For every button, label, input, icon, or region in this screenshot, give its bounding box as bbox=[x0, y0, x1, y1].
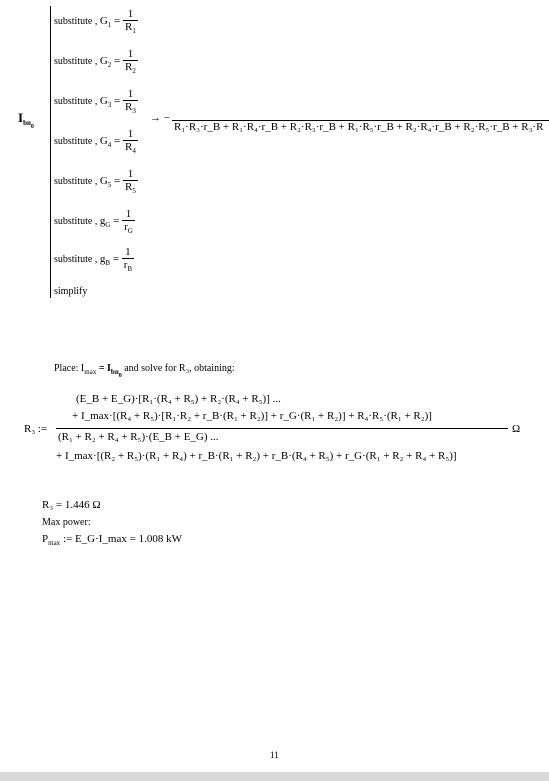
r3-numerator-line1: (E_B + E_G)·[R₁·(R₄ + R₅) + R₂·(R₄ + R₅)] ... bbox=[76, 393, 281, 405]
substitute-row: substitute , $G_2$ = $\frac{1}{R_2}$ bbox=[54, 48, 136, 75]
substitute-var: $g_B$ bbox=[99, 252, 111, 267]
r3-lhs: R₃ := bbox=[24, 423, 48, 435]
substitute-fraction: $\frac{1}{r_G}$ bbox=[124, 208, 133, 235]
max-power-label: Max power: bbox=[42, 517, 91, 528]
r3-fraction-bar bbox=[56, 428, 508, 429]
footer-bar bbox=[0, 772, 549, 781]
result-arrow: → − bbox=[150, 112, 170, 124]
substitute-row: substitute , $g_B$ = $\frac{1}{r_B}$ bbox=[54, 246, 133, 273]
simplify-keyword: simplify bbox=[54, 286, 88, 297]
substitute-fraction: $\frac{1}{R_5}$ bbox=[125, 168, 136, 195]
pmax-result: $P_{max}$ := E_G·I_max = 1.008 kW bbox=[42, 533, 182, 547]
r3-denominator-line2: + I_max·[(R₂ + R₅)·(R₁ + R₄) + r_B·(R₁ + R₂) + r_B·(R₄ + R₅) + r_G·(R₁ + R₂ + R₄ + R₅)] bbox=[56, 450, 457, 462]
r3-numerator-line2: + I_max·[(R₄ + R₅)·[R₁·R₂ + r_B·(R₁ + R₂)] + r_G·(R₁ + R₂)] + R₄·R₅·(R₁ + R₂)] bbox=[72, 410, 432, 422]
r3-result: R₃ = 1.446 Ω bbox=[42, 499, 101, 511]
substitute-row: substitute , $g_G$ = $\frac{1}{r_G}$ bbox=[54, 208, 133, 235]
substitute-var: $G_2$ bbox=[99, 54, 112, 69]
substitute-var: $g_G$ bbox=[99, 214, 111, 229]
substitute-keyword: substitute , bbox=[54, 95, 100, 107]
substitute-fraction: $\frac{1}{R_2}$ bbox=[125, 48, 136, 75]
lhs-subsub: 0 bbox=[30, 124, 34, 130]
place-statement: Place: $I_{max} = I_{bn_0}$ and solve for R₃, obtaining: bbox=[54, 363, 235, 379]
substitute-keyword: substitute , bbox=[54, 175, 100, 187]
substitute-keyword: substitute , bbox=[54, 135, 100, 147]
result-denominator: R₁·R₃·r_B + R₁·R₄·r_B + R₂·R₃·r_B + R₁·R₅·r_B + R₂·R₄·r_B + R₂·R₅·r_B + R₃·R bbox=[174, 121, 544, 133]
substitute-keyword: substitute , bbox=[54, 15, 100, 27]
substitute-row: substitute , $G_4$ = $\frac{1}{R_4}$ bbox=[54, 128, 136, 155]
substitute-fraction: $\frac{1}{R_3}$ bbox=[125, 88, 136, 115]
substitute-fraction: $\frac{1}{R_1}$ bbox=[125, 8, 136, 35]
lhs-current bbox=[18, 110, 34, 130]
r3-unit: Ω bbox=[512, 423, 521, 435]
substitute-fraction: $\frac{1}{r_B}$ bbox=[123, 246, 133, 273]
substitute-var: $G_3$ bbox=[99, 94, 112, 109]
substitute-var: $G_1$ bbox=[99, 14, 112, 29]
lhs-sub: bn bbox=[23, 119, 31, 127]
substitute-keyword: substitute , bbox=[54, 215, 100, 227]
substitute-var: $G_4$ bbox=[99, 134, 112, 149]
substitute-var: $G_5$ bbox=[99, 174, 112, 189]
substitute-keyword: substitute , bbox=[54, 253, 100, 265]
substitute-row: substitute , $G_3$ = $\frac{1}{R_3}$ bbox=[54, 88, 136, 115]
substitute-keyword: substitute , bbox=[54, 55, 100, 67]
r3-denominator-line1: (R₁ + R₂ + R₄ + R₅)·(E_B + E_G) ... bbox=[58, 431, 219, 443]
substitute-fraction: $\frac{1}{R_4}$ bbox=[125, 128, 136, 155]
page-number: 11 bbox=[270, 750, 279, 760]
substitute-row: substitute , $G_1$ = $\frac{1}{R_1}$ bbox=[54, 8, 136, 35]
keyword-bar bbox=[50, 6, 51, 298]
substitute-row: substitute , $G_5$ = $\frac{1}{R_5}$ bbox=[54, 168, 136, 195]
lhs-symbol: I bbox=[18, 110, 24, 125]
